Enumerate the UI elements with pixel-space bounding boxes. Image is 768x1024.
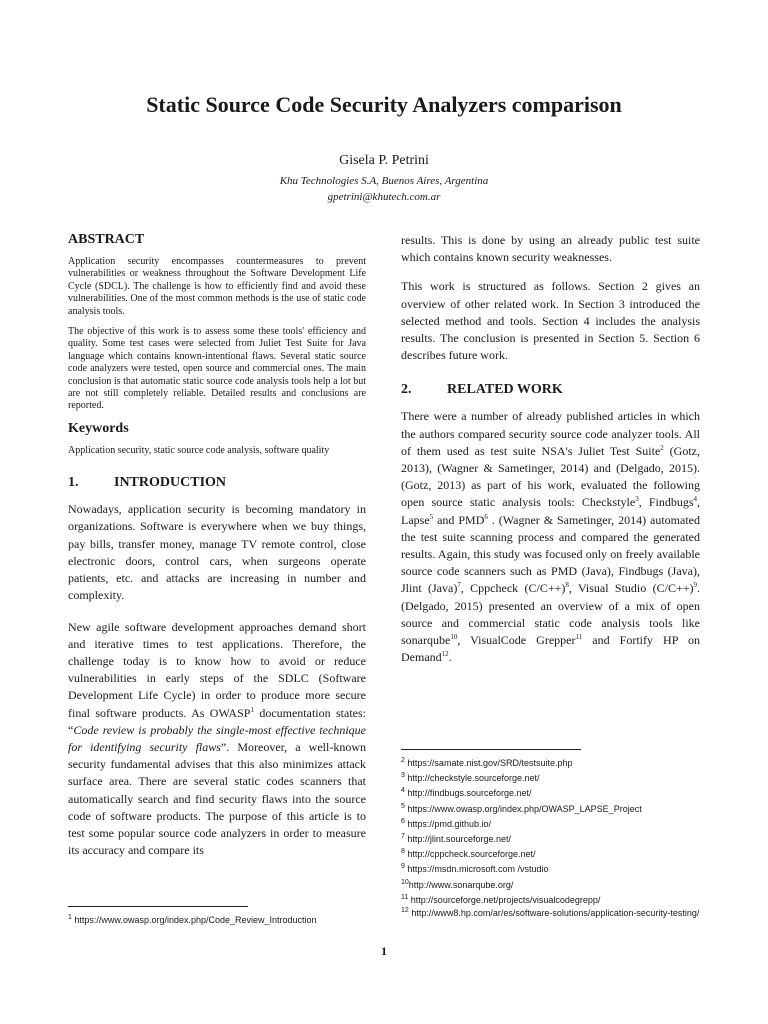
footnote: $^6$ https://pmd.github.io/ <box>401 817 491 829</box>
footnote-number: 1 <box>68 914 72 921</box>
footnote-ref-2: 2 <box>660 443 664 452</box>
related-text-9: . (Delgado, 2015) presented an overview of a mix of open source and commercial static code analysis tools like sonarqube <box>401 581 700 648</box>
footnote: $^5$ https://www.owasp.org/index.php/OWASP_LAPSE_Project <box>401 802 642 814</box>
right-column <box>401 232 700 680</box>
intro-p2-text-a: New agile software development approaches demand short and iterative times to test applications. Therefore, the challenge today is to know how to avoid or reduce vulnerabilities in early steps of the SDLC (Software Development Life Cycle) in order to produce more secure final software products. As OWASP <box>68 619 366 720</box>
related-text-1: There were a number of already published articles in which the authors compared security source code analyzer tools. All of them used as test suite NSA's Juliet Test Suite <box>401 409 700 458</box>
footnote-ref-3: 3 <box>635 495 639 504</box>
abstract-paragraph-1: Application security encompasses countermeasures to prevent vulnerabilities or weakness throughout the Software Development Life Cycle (SDCL). The challenge is how to efficiently find and avoid these vulnerabilities. One of the most common methods is the use of static code analysis tools. <box>68 256 366 317</box>
author-name: Gisela P. Petrini <box>339 153 429 168</box>
related-text-5: and PMD <box>433 512 485 527</box>
footnote-ref-12: 12 <box>441 650 449 659</box>
footnotes-right <box>401 756 701 919</box>
footnote-ref-4: 4 <box>693 495 697 504</box>
footnote: $^{10}$http://www.sonarqube.org/ <box>401 878 514 890</box>
footnote-ref-10: 10 <box>450 633 458 642</box>
footnote-link[interactable]: https://pmd.github.io/ <box>407 818 491 829</box>
footnote-ref-7: 7 <box>457 581 461 590</box>
footnote-ref-6: 6 <box>484 512 488 521</box>
footnote-link[interactable]: https://samate.nist.gov/SRD/testsuite.php <box>407 758 573 768</box>
section-2-number: 2. <box>401 382 412 398</box>
footnote-left <box>68 915 368 925</box>
page-number: 1 <box>381 944 387 958</box>
structure-paragraph: This work is structured as follows. Section 2 gives an overview of other related work. In Section 3 introduced the selected method and tools. Section 4 includes the analysis results. The conclusion is presented in Section 5. Section 6 describes future work. <box>401 279 700 363</box>
footnote-link[interactable]: http://www8.hp.com/ar/es/software-solutions/application-security-testing/ <box>411 908 700 919</box>
footnote: $^4$ http://findbugs.sourceforge.net/ <box>401 787 532 799</box>
footnote-link[interactable]: http://www.sonarqube.org/ <box>408 879 514 890</box>
section-1-heading <box>68 475 366 491</box>
footnote: $^3$ http://checkstyle.sourceforge.net/ <box>401 772 540 784</box>
paper-title: Static Source Code Security Analyzers comparison <box>146 92 622 117</box>
footnote-ref-1: 1 <box>250 705 254 714</box>
intro-p2-text-b: documentation states: “ <box>68 705 366 737</box>
footnote-link[interactable]: https://www.owasp.org/index.php/Code_Review_Introduction <box>74 915 317 925</box>
footnote-link[interactable]: http://cppcheck.sourceforge.net/ <box>407 849 536 860</box>
footnote-ref-9: 9 <box>693 581 697 590</box>
section-2-heading <box>401 382 700 398</box>
footnote-ref-5: 5 <box>429 512 434 521</box>
footnote-link[interactable]: http://checkstyle.sourceforge.net/ <box>407 773 540 784</box>
footnote-link[interactable]: https://www.owasp.org/index.php/OWASP_LAPSE_Project <box>407 803 642 814</box>
related-text-7: , Cppcheck (C/C++) <box>460 581 566 596</box>
author-affiliation: Khu Technologies S.A, Buenos Aires, Argentina <box>279 175 489 187</box>
abstract-paragraph-2: The objective of this work is to assess some these tools' efficiency and quality. Some test cases were selected from Juliet Test Suite for Java language which contains known-intentional flaws. Several static source code analyzers were tested, open source and commercial ones. The main conclusion is that automatic static source code analysis tools help a lot but are not still completely reliable. Detailed results and conclusions are reported. <box>68 326 366 412</box>
footnote: $^{12}$ http://www8.hp.com/ar/es/software-solutions/application-security-testing/ <box>401 907 700 919</box>
intro-paragraph-2 <box>68 619 366 860</box>
footnote-rule-left <box>68 906 248 907</box>
section-1-number: 1. <box>68 475 79 491</box>
intro-quote: Code review is probably the single-most effective technique for identifying security flaws <box>68 722 366 754</box>
footnote: $^8$ http://cppcheck.sourceforge.net/ <box>401 848 536 860</box>
footnote-rule-right <box>401 749 581 750</box>
related-text-12: . <box>448 650 452 665</box>
related-text-6: . (Wagner & Sametinger, 2014) automated the test suite scanning process and compared the generated results. Again, this study was focused only on freely available source code scanners such as PMD (Java), Findbugs (Java), Jlint (Java) <box>401 512 700 596</box>
footnote: $^7$ http://jlint.sourceforge.net/ <box>401 833 511 845</box>
footnote-link[interactable]: http://jlint.sourceforge.net/ <box>407 834 511 845</box>
author-email: gpetrini@khutech.com.ar <box>327 191 441 203</box>
section-1-title: INTRODUCTION <box>114 475 227 491</box>
abstract-heading: ABSTRACT <box>68 232 145 247</box>
footnote-link[interactable]: http://sourceforge.net/projects/visualcodegrepp/ <box>410 894 601 905</box>
footnote: $^2$ https://samate.nist.gov/SRD/testsuite.php <box>401 757 573 768</box>
intro-paragraph-1: Nowadays, application security is becoming mandatory in organizations. Software is everywhere when we buy things, pay bills, transfer money, manage TV remote control, close electronic doors, control cars, when surgeons operate patients, etc. and attacks are increasing in number and complexity. <box>68 502 366 603</box>
footnote: $^9$ https://msdn.microsoft.com /vstudio <box>401 863 549 875</box>
related-work-paragraph <box>401 408 700 666</box>
left-column <box>68 232 366 873</box>
keywords-heading: Keywords <box>68 420 129 436</box>
footnote: $^{11}$ http://sourceforge.net/projects/visualcodegrepp/ <box>401 893 601 905</box>
related-text-8: , Visual Studio (C/C++) <box>568 581 694 596</box>
related-text-3: , Findbugs <box>638 495 694 510</box>
intro-continuation: results. This is done by using an already public test suite which contains known security weaknesses. <box>401 233 700 265</box>
footnote-ref-11: 11 <box>575 633 583 642</box>
keywords-text: Application security, static source code analysis, software quality <box>68 444 330 456</box>
related-text-10: , VisualCode Grepper <box>457 633 576 648</box>
related-text-2: (Gotz, 2013), (Wagner & Sametinger, 2014) and (Delgado, 2015). (Gotz, 2013) as part of his work, evaluated the following open source static analysis tools: Checkstyle <box>401 443 700 510</box>
related-text-11: and Fortify HP on Demand <box>401 633 700 665</box>
related-text-4: , Lapse <box>401 495 700 527</box>
section-2-title: RELATED WORK <box>447 382 563 398</box>
footnote-ref-8: 8 <box>565 581 569 590</box>
footnote-link[interactable]: https://msdn.microsoft.com /vstudio <box>407 864 549 875</box>
intro-p2-text-c: ”. Moreover, a well-known security fundamental advises that this also minimizes attack surface area. There are several static codes scanners that automatically search and find security flaws into the source code of software products. The purpose of this article is to test some popular source code analyzers in order to measure its accuracy and compare its <box>68 739 366 858</box>
footnote-link[interactable]: http://findbugs.sourceforge.net/ <box>407 788 532 799</box>
